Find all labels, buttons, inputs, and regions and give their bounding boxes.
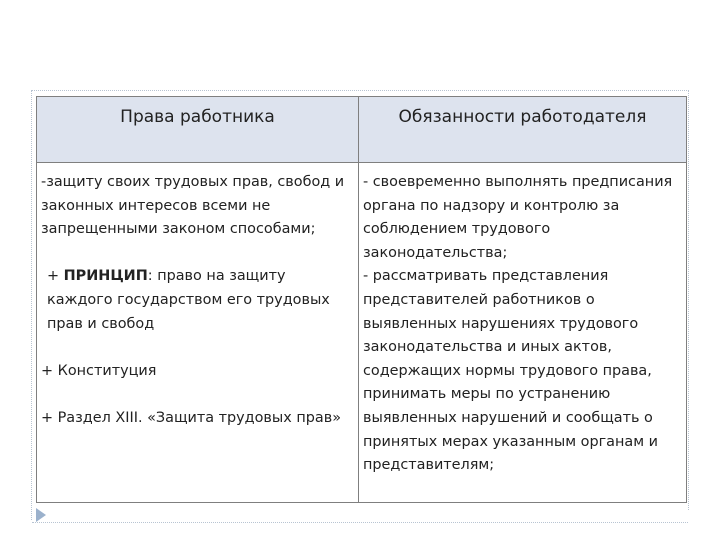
principle-text: : право на защиту каждого государством его трудовых прав и свобод bbox=[47, 268, 330, 332]
employee-rights-cell bbox=[37, 163, 359, 503]
header-employee-rights: Права работника bbox=[37, 97, 359, 163]
employer-duties-cell bbox=[359, 163, 687, 503]
rights-paragraph-section: + Раздел XIII. «Защита трудовых прав» bbox=[41, 409, 341, 426]
rights-paragraph-constitution: + Конституция bbox=[41, 362, 157, 379]
rights-paragraph-protection: -защиту своих трудовых прав, свобод и законных интересов всеми не запрещенными законом способами; bbox=[41, 174, 345, 238]
principle-label: ПРИНЦИП bbox=[63, 268, 148, 285]
duties-paragraph-orders: - своевременно выполнять предписания органа по надзору и контролю за соблюдением трудового законодательства; bbox=[363, 174, 673, 261]
duties-paragraph-representations: - рассматривать представления представителей работников о выявленных нарушениях трудового законодательства и иных актов, содержащих нормы трудового права, принимать меры по устранению выявленных нарушений и сообщать о принятых мерах указанным органам и представителям; bbox=[363, 268, 658, 474]
header-employer-duties: Обязанности работодателя bbox=[359, 97, 687, 163]
principle-prefix: + bbox=[47, 268, 64, 285]
rights-duties-table bbox=[36, 96, 687, 503]
dotted-guide-bottom bbox=[32, 522, 688, 523]
table-header-row bbox=[37, 97, 687, 163]
rights-paragraph-principle bbox=[41, 265, 354, 336]
dotted-guide-right bbox=[688, 90, 689, 510]
dotted-guide-top bbox=[32, 90, 687, 91]
table-row bbox=[37, 163, 687, 503]
corner-arrow-icon bbox=[36, 508, 46, 522]
dotted-guide-left bbox=[31, 90, 32, 520]
